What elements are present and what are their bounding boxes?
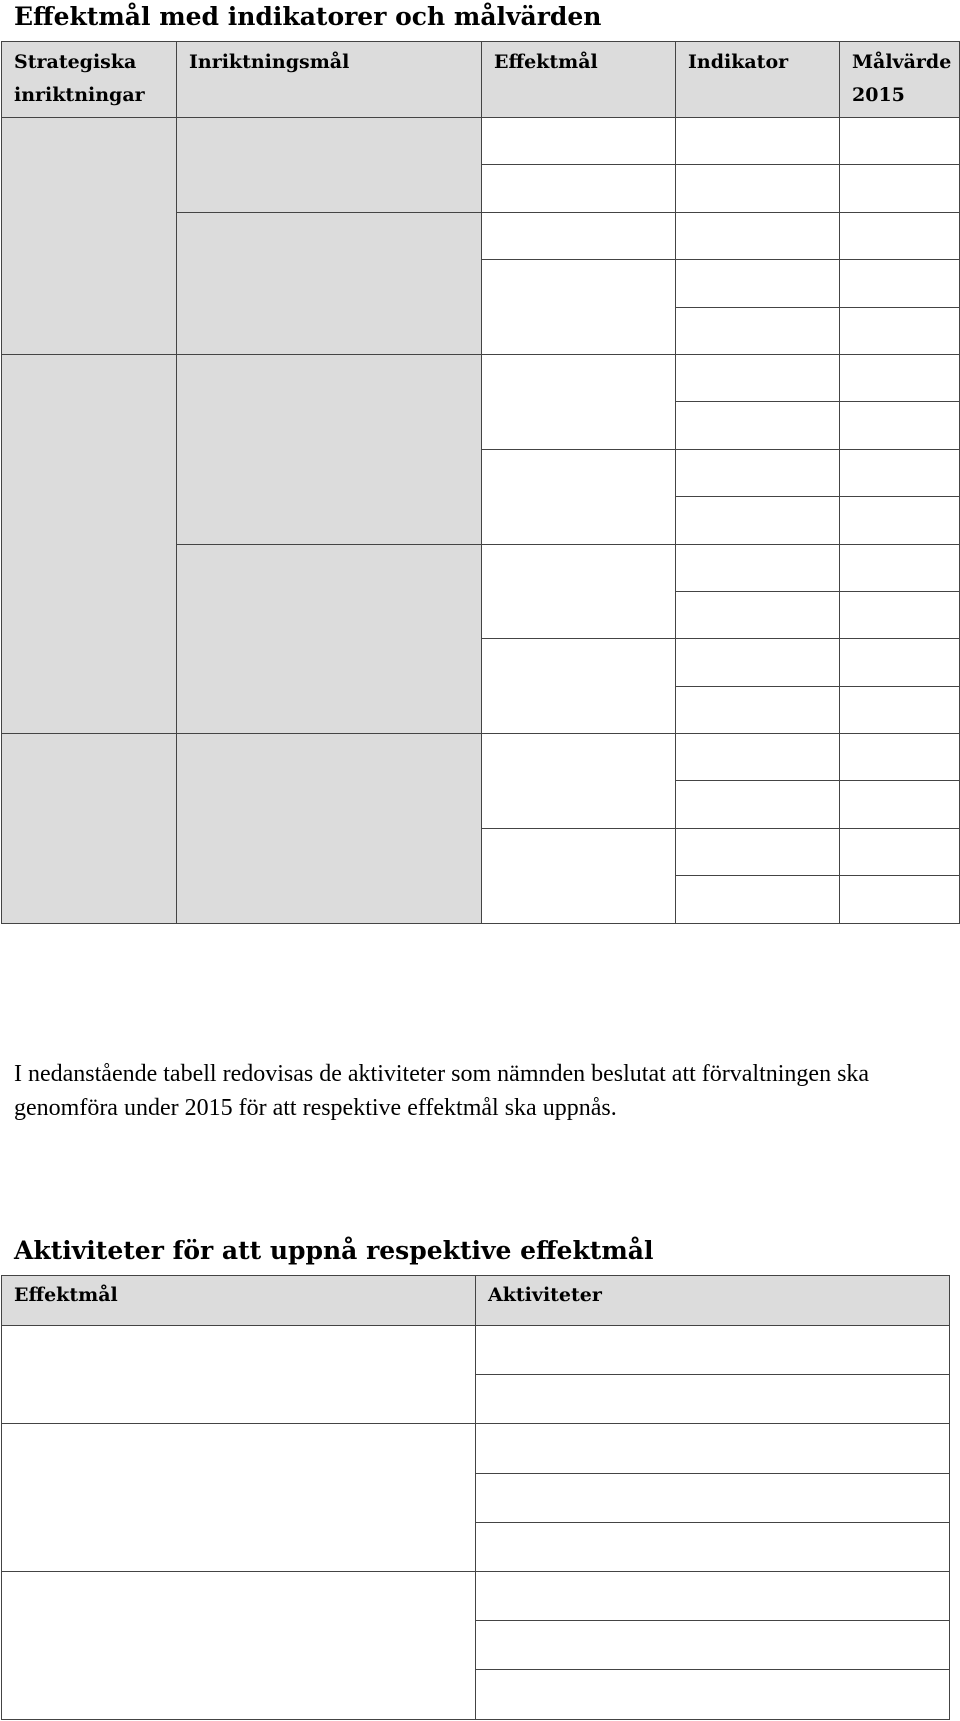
col-header-aktiviteter: Aktiviteter <box>476 1276 950 1326</box>
effektmal-cell <box>482 354 676 449</box>
aktivitet-cell <box>476 1522 950 1571</box>
malvarde-cell <box>840 260 960 307</box>
aktiviteter-table <box>1 1275 950 1720</box>
aktivitet-cell <box>476 1326 950 1375</box>
aktivitet-cell <box>476 1670 950 1719</box>
effektmal-cell <box>2 1326 476 1424</box>
effektmal-cell <box>482 828 676 923</box>
strategiska-cell <box>2 734 177 924</box>
col-header-effektmal: Effektmål <box>2 1276 476 1326</box>
inriktningsmal-cell <box>177 734 482 924</box>
effektmal-cell <box>482 260 676 355</box>
section-title-aktiviteter: Aktiviteter för att uppnå respektive effektmål <box>14 1236 654 1265</box>
table-row <box>2 1326 950 1375</box>
malvarde-cell <box>840 591 960 638</box>
inriktningsmal-cell <box>177 212 482 354</box>
effektmal-cell <box>2 1424 476 1572</box>
effektmal-cell <box>2 1571 476 1719</box>
inriktningsmal-cell <box>177 354 482 544</box>
malvarde-cell <box>840 449 960 496</box>
malvarde-cell <box>840 734 960 781</box>
indikator-cell <box>676 781 840 828</box>
indikator-cell <box>676 354 840 401</box>
malvarde-cell <box>840 402 960 449</box>
table-row <box>2 118 960 165</box>
effektmal-cell <box>482 118 676 165</box>
aktivitet-cell <box>476 1621 950 1670</box>
indikator-cell <box>676 828 840 875</box>
effektmal-cell <box>482 639 676 734</box>
table-header-row <box>2 42 960 118</box>
indikator-cell <box>676 260 840 307</box>
effektmal-cell <box>482 449 676 544</box>
malvarde-cell <box>840 876 960 923</box>
aktivitet-cell <box>476 1375 950 1424</box>
effektmal-cell <box>482 165 676 212</box>
indikator-cell <box>676 449 840 496</box>
indikator-cell <box>676 307 840 354</box>
col-header-inriktningsmal: Inriktningsmål <box>177 42 482 118</box>
aktivitet-cell <box>476 1473 950 1522</box>
table-header-row <box>2 1276 950 1326</box>
malvarde-cell <box>840 544 960 591</box>
table-row <box>2 1571 950 1620</box>
indikator-cell <box>676 402 840 449</box>
indikator-cell <box>676 734 840 781</box>
col-header-malvarde: Målvärde 2015 <box>840 42 960 118</box>
indikator-cell <box>676 212 840 259</box>
effektmal-cell <box>482 212 676 259</box>
indikator-cell <box>676 639 840 686</box>
col-header-effektmal: Effektmål <box>482 42 676 118</box>
indikator-cell <box>676 165 840 212</box>
strategiska-cell <box>2 354 177 733</box>
malvarde-cell <box>840 212 960 259</box>
malvarde-cell <box>840 639 960 686</box>
malvarde-cell <box>840 686 960 733</box>
indikator-cell <box>676 544 840 591</box>
malvarde-cell <box>840 354 960 401</box>
malvarde-cell <box>840 165 960 212</box>
indikator-cell <box>676 591 840 638</box>
table-row <box>2 354 960 401</box>
effektmal-cell <box>482 544 676 639</box>
inriktningsmal-cell <box>177 544 482 734</box>
indikator-cell <box>676 118 840 165</box>
indikator-cell <box>676 497 840 544</box>
effektmal-table <box>1 41 960 924</box>
malvarde-cell <box>840 307 960 354</box>
section-title-effektmal: Effektmål med indikatorer och målvärden <box>14 2 602 31</box>
malvarde-cell <box>840 781 960 828</box>
indikator-cell <box>676 686 840 733</box>
malvarde-cell <box>840 118 960 165</box>
intro-paragraph: I nedanstående tabell redovisas de aktiviteter som nämnden beslutat att förvaltningen ska genomföra under 2015 för att respektive effektmål ska uppnås. <box>14 1061 870 1121</box>
inriktningsmal-cell <box>177 118 482 213</box>
table-row <box>2 734 960 781</box>
col-header-strategiska: Strategiska inriktningar <box>2 42 177 118</box>
aktivitet-cell <box>476 1424 950 1473</box>
malvarde-cell <box>840 828 960 875</box>
effektmal-cell <box>482 734 676 829</box>
aktivitet-cell <box>476 1571 950 1620</box>
malvarde-cell <box>840 497 960 544</box>
strategiska-cell <box>2 118 177 355</box>
col-header-indikator: Indikator <box>676 42 840 118</box>
table-row <box>2 1424 950 1473</box>
indikator-cell <box>676 876 840 923</box>
